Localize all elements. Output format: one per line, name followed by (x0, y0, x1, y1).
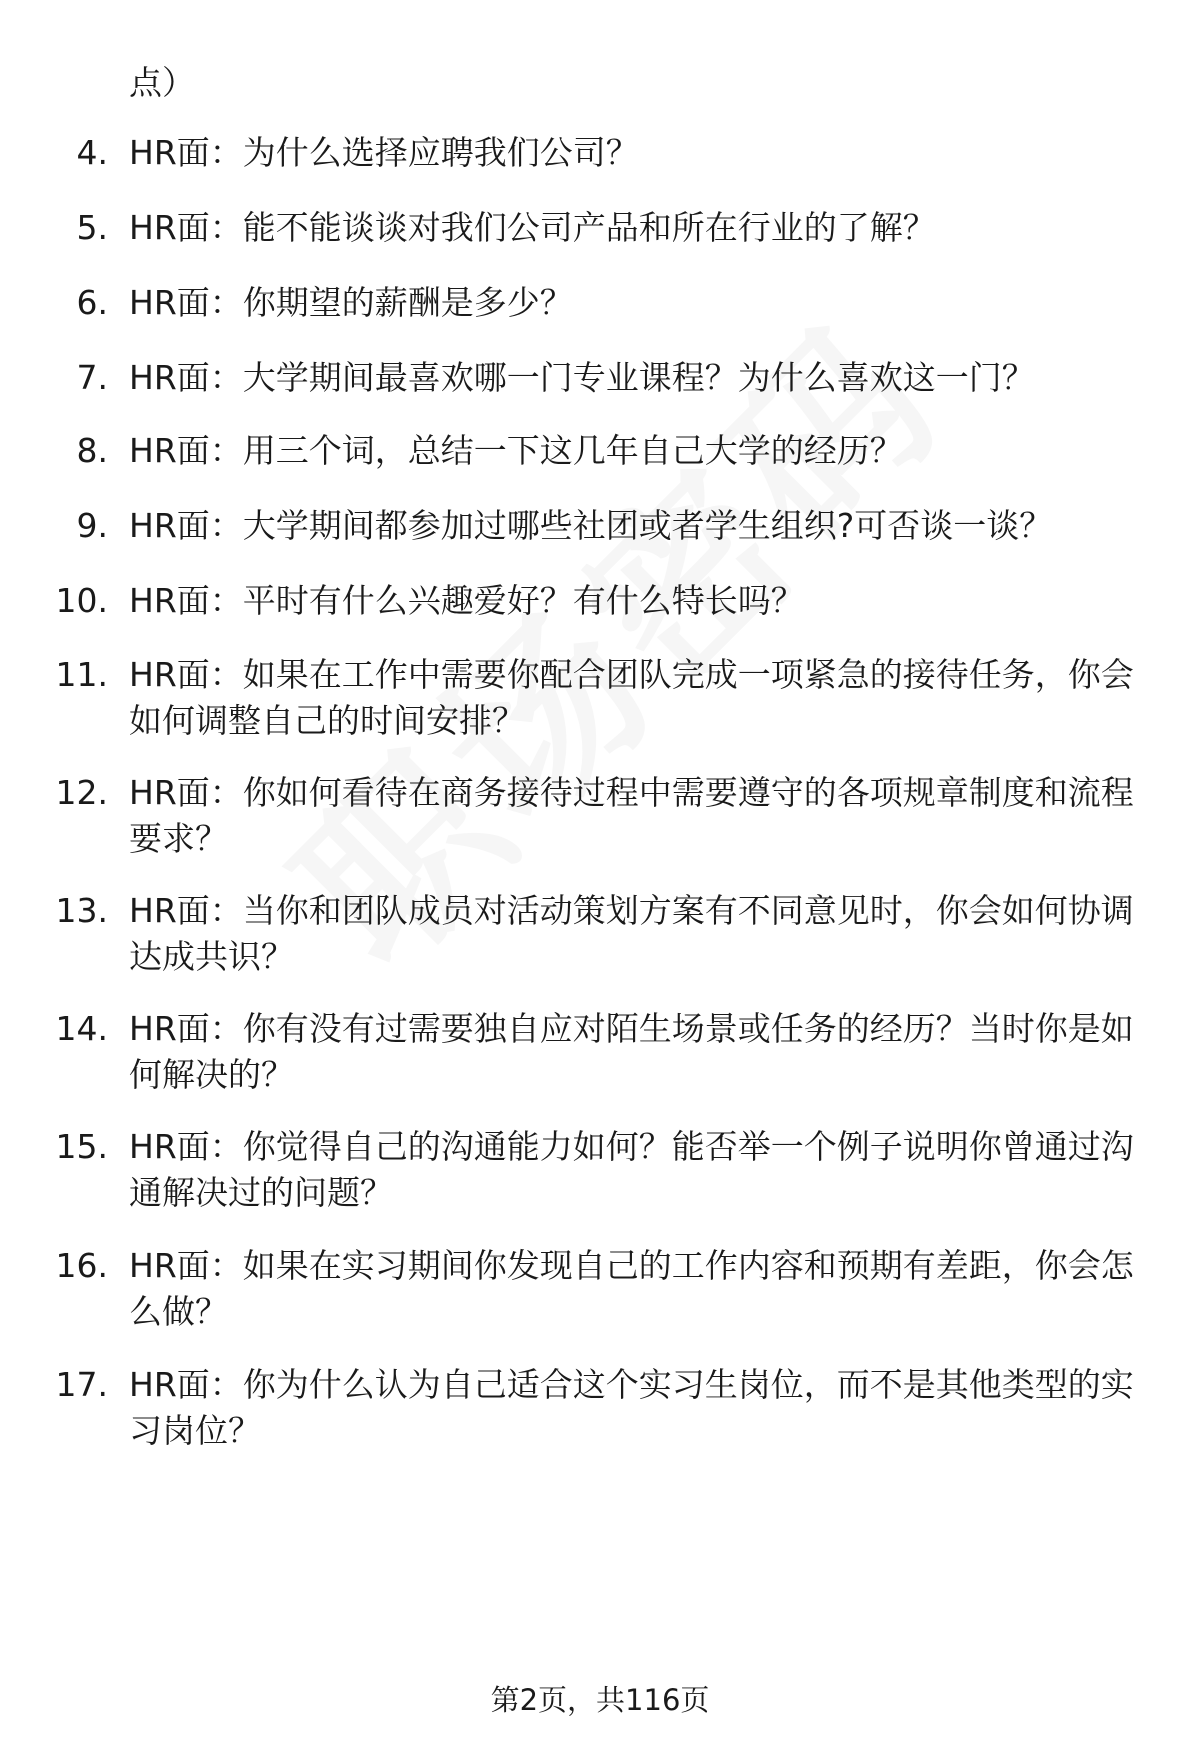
item-number: 10. (55, 581, 108, 620)
item-text: HR面：你为什么认为自己适合这个实习生岗位，而不是其他类型的实习岗位？ (129, 1365, 1134, 1450)
item-number: 8. (76, 431, 108, 470)
item-number: 4. (76, 133, 108, 172)
item-number: 17. (55, 1365, 108, 1404)
item-number: 14. (55, 1009, 108, 1048)
item-text: HR面：如果在实习期间你发现自己的工作内容和预期有差距，你会怎么做？ (129, 1246, 1134, 1331)
item-number: 9. (76, 506, 108, 545)
item-number: 5. (76, 208, 108, 247)
item-number: 6. (76, 283, 108, 322)
item-number: 11. (55, 655, 108, 694)
item-text: HR面：能不能谈谈对我们公司产品和所在行业的了解？ (129, 208, 936, 247)
continuation-text: 点） (129, 63, 195, 102)
item-text: HR面：你如何看待在商务接待过程中需要遵守的各项规章制度和流程要求？ (129, 773, 1134, 858)
item-text: HR面：用三个词，总结一下这几年自己大学的经历？ (129, 431, 903, 470)
item-text: HR面：你有没有过需要独自应对陌生场景或任务的经历？当时你是如何解决的？ (129, 1009, 1134, 1094)
item-text: HR面：如果在工作中需要你配合团队完成一项紧急的接待任务，你会如何调整自己的时间安排？ (129, 655, 1134, 740)
item-text: HR面：为什么选择应聘我们公司？ (129, 133, 639, 172)
item-number: 15. (55, 1127, 108, 1166)
item-text: HR面：你觉得自己的沟通能力如何？能否举一个例子说明你曾通过沟通解决过的问题？ (129, 1127, 1134, 1212)
item-text: HR面：大学期间最喜欢哪一门专业课程？为什么喜欢这一门？ (129, 358, 1035, 397)
item-text: HR面：大学期间都参加过哪些社团或者学生组织?可否谈一谈？ (129, 506, 1053, 545)
item-number: 7. (76, 358, 108, 397)
item-number: 12. (55, 773, 108, 812)
page-number-footer: 第2页，共116页 (490, 1683, 710, 1717)
item-number: 13. (55, 891, 108, 930)
item-text: HR面：你期望的薪酬是多少？ (129, 283, 573, 322)
item-text: HR面：平时有什么兴趣爱好？有什么特长吗？ (129, 581, 804, 620)
item-number: 16. (55, 1246, 108, 1285)
item-text: HR面：当你和团队成员对活动策划方案有不同意见时，你会如何协调达成共识？ (129, 891, 1134, 976)
